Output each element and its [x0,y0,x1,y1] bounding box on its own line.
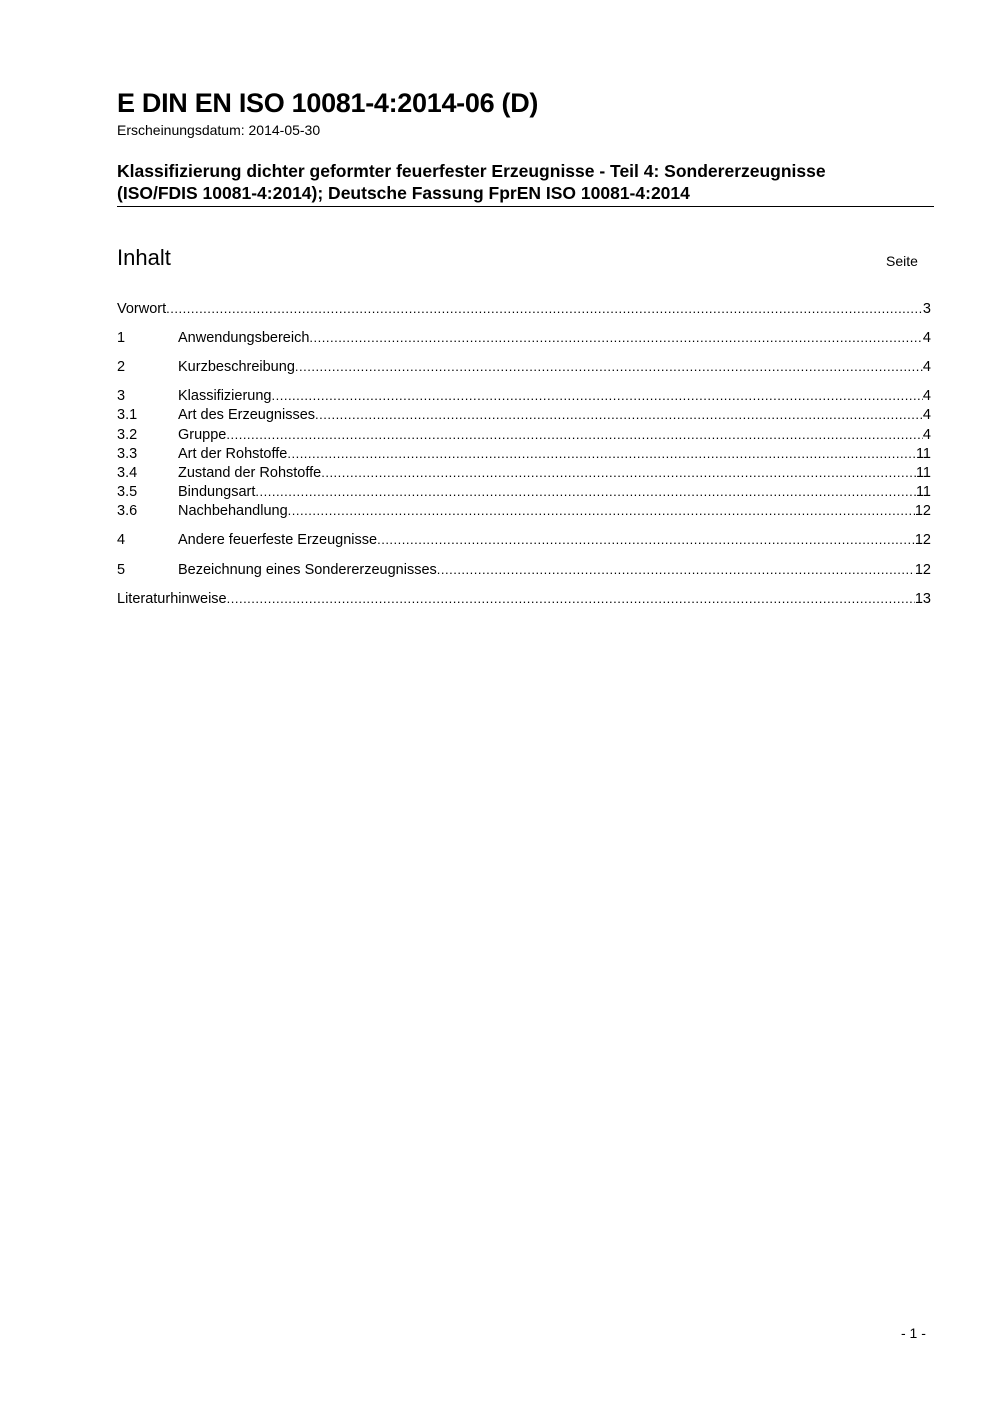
page-number-footer: - 1 - [901,1325,926,1341]
toc-page-number: 11 [915,465,931,481]
toc-entry-vorwort[interactable]: Vorwort ..... 3 [117,301,931,320]
toc-entry-5[interactable]: 5 Bezeichnung eines Sondererzeugnisses ..... 12 [117,562,931,581]
toc-entry-literaturhinweise[interactable]: Literaturhinweise ..... 13 [117,591,931,610]
toc-page-number: 4 [922,388,931,404]
toc-page-number: 12 [914,532,931,548]
toc-page-number: 13 [914,591,931,607]
toc-entry-2[interactable]: 2 Kurzbeschreibung ..... 4 [117,359,931,378]
document-title-line-1: Klassifizierung dichter geformter feuerfester Erzeugnisse - Teil 4: Sondererzeugnisse [117,161,826,181]
document-title [117,160,931,204]
toc-entry-3-3[interactable]: 3.3 Art der Rohstoffe ..... 11 [117,446,931,465]
toc-page-column-label: Seite [886,253,918,269]
toc-page-number: 4 [922,407,931,423]
toc-page-number: 12 [914,562,931,578]
toc-page-number: 4 [922,330,931,346]
toc-entry-3-2[interactable]: 3.2 Gruppe ..... 4 [117,427,931,446]
toc-entry-3-5[interactable]: 3.5 Bindungsart ..... 11 [117,484,931,503]
toc-entry-3[interactable]: 3 Klassifizierung ..... 4 [117,388,931,407]
document-id: E DIN EN ISO 10081-4:2014-06 (D) [117,88,539,118]
toc-heading: Inhalt [117,245,171,270]
toc-entry-3-6[interactable]: 3.6 Nachbehandlung ..... 12 [117,503,931,522]
title-divider [117,206,934,207]
toc-entry-1[interactable]: 1 Anwendungsbereich ..... 4 [117,330,931,349]
toc-page-number: 3 [922,301,931,317]
toc-page-number: 11 [915,446,931,462]
toc-entry-4[interactable]: 4 Andere feuerfeste Erzeugnisse ..... 12 [117,532,931,551]
toc-entry-3-4[interactable]: 3.4 Zustand der Rohstoffe ..... 11 [117,465,931,484]
document-title-line-2: (ISO/FDIS 10081-4:2014); Deutsche Fassung FprEN ISO 10081-4:2014 [117,183,690,203]
publication-date: Erscheinungsdatum: 2014-05-30 [117,122,321,138]
toc-page-number: 4 [922,359,931,375]
toc-page-number: 12 [914,503,931,519]
toc-page-number: 11 [915,484,931,500]
toc-entry-3-1[interactable]: 3.1 Art des Erzeugnisses ..... 4 [117,407,931,426]
toc-page-number: 4 [922,427,931,443]
